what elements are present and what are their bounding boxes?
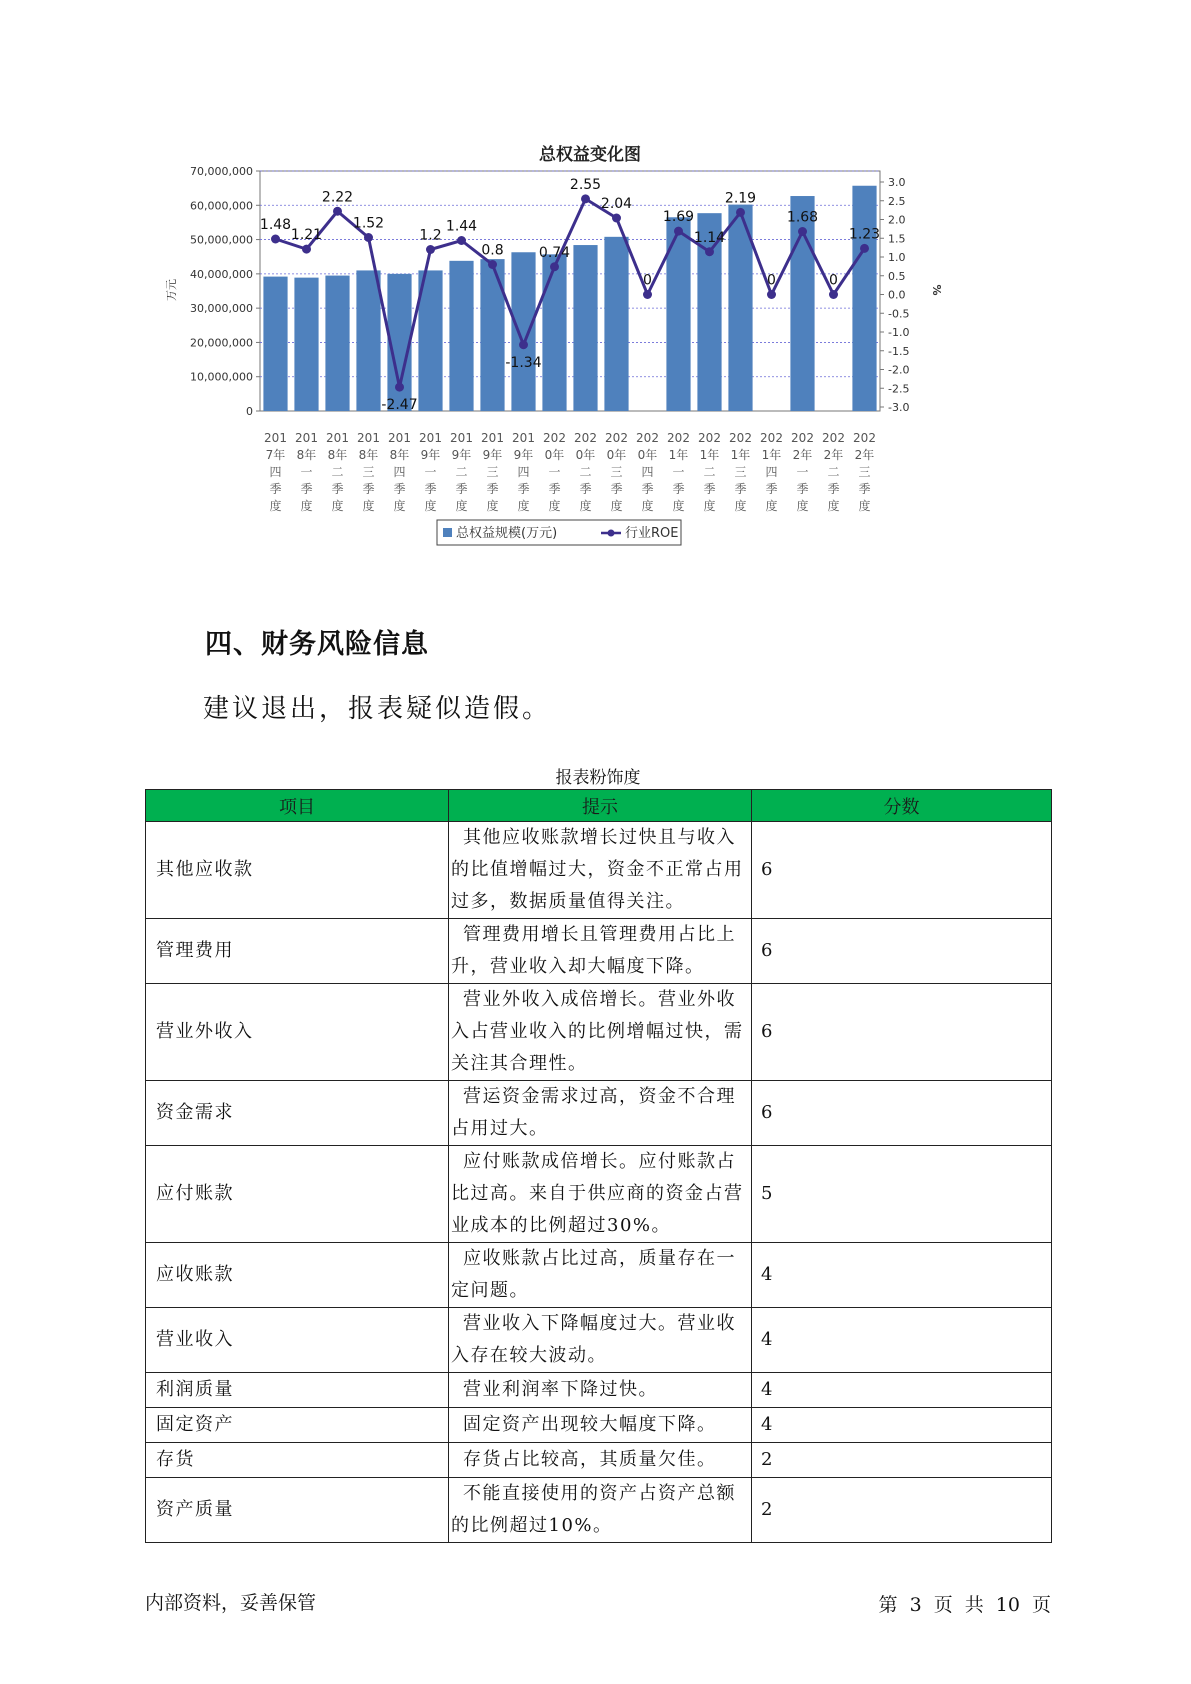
category-label: 202 <box>791 431 814 445</box>
category-label: 201 <box>388 431 411 445</box>
row-item: 营业外收入 <box>146 984 449 1081</box>
row-score: 6 <box>752 919 1052 984</box>
category-label: 一 <box>300 465 313 479</box>
left-tick-label: 50,000,000 <box>190 233 253 247</box>
left-tick-label: 70,000,000 <box>190 165 253 178</box>
table-caption: 报表粉饰度 <box>555 768 641 788</box>
row-score: 4 <box>752 1373 1052 1408</box>
category-label: 二 <box>827 465 840 479</box>
bar <box>325 276 349 411</box>
category-label: 度 <box>765 499 778 513</box>
category-label: 一 <box>796 465 809 479</box>
category-label: 季 <box>579 482 592 496</box>
bar <box>356 270 380 411</box>
category-label: 度 <box>827 499 840 513</box>
category-label: 202 <box>543 431 566 445</box>
category-label: 2年 <box>854 448 875 462</box>
category-label: 1年 <box>699 448 720 462</box>
table-row <box>146 919 1052 984</box>
chart-svg <box>165 138 1000 588</box>
row-hint: 管理费用增长且管理费用占比上升，营业收入却大幅度下降。 <box>449 919 752 984</box>
row-score: 4 <box>752 1243 1052 1308</box>
legend-bar-label: 总权益规模(万元) <box>456 526 558 541</box>
category-label: 8年 <box>358 448 379 462</box>
row-item: 管理费用 <box>146 919 449 984</box>
category-label: 7年 <box>265 448 286 462</box>
roe-point <box>829 290 838 299</box>
category-label: 二 <box>703 465 716 479</box>
section-heading: 四、财务风险信息 <box>205 629 429 660</box>
row-item: 存货 <box>146 1443 449 1478</box>
category-label: 三 <box>610 465 623 479</box>
category-label: 季 <box>734 482 747 496</box>
roe-data-label: 2.04 <box>600 196 633 212</box>
category-label: 202 <box>574 431 597 445</box>
roe-point <box>705 247 714 256</box>
bar <box>542 254 566 411</box>
row-score: 6 <box>752 1081 1052 1146</box>
bar <box>573 245 597 411</box>
roe-data-label: 2.55 <box>569 176 602 193</box>
category-label: 度 <box>579 499 592 513</box>
right-tick-label: -1.5 <box>888 344 910 358</box>
footer-confidential: 内部资料，妥善保管 <box>145 1592 317 1614</box>
row-hint: 不能直接使用的资产占资产总额的比例超过10%。 <box>449 1478 752 1543</box>
category-label: 202 <box>667 431 690 445</box>
table-row <box>146 1373 1052 1408</box>
left-tick-label: 40,000,000 <box>190 267 253 281</box>
category-label: 201 <box>419 431 442 445</box>
row-hint: 营业利润率下降过快。 <box>449 1373 752 1408</box>
category-label: 二 <box>579 465 592 479</box>
category-label: 季 <box>486 482 499 496</box>
roe-data-label: 0.74 <box>538 244 571 261</box>
roe-data-label: 1.44 <box>445 218 478 235</box>
left-tick-label: 20,000,000 <box>190 336 253 350</box>
right-tick-label: 0.0 <box>888 288 906 302</box>
roe-point <box>519 340 528 349</box>
category-label: 四 <box>393 465 406 479</box>
category-label: 201 <box>481 431 504 445</box>
category-label: 三 <box>734 465 747 479</box>
row-score: 4 <box>752 1308 1052 1373</box>
roe-point <box>333 207 342 216</box>
row-score: 2 <box>752 1443 1052 1478</box>
category-label: 2年 <box>792 448 813 462</box>
roe-data-label: 1.68 <box>786 209 819 226</box>
left-tick-label: 30,000,000 <box>190 302 253 316</box>
right-axis-title: % <box>930 284 943 296</box>
category-label: 1年 <box>761 448 782 462</box>
right-tick-label: -1.0 <box>888 326 910 339</box>
category-label: 2年 <box>823 448 844 462</box>
category-label: 9年 <box>451 448 472 462</box>
right-tick-label: 2.0 <box>888 213 906 227</box>
bar <box>511 252 535 411</box>
category-label: 度 <box>672 499 685 513</box>
category-label: 度 <box>641 499 654 513</box>
roe-point <box>271 235 280 244</box>
category-label: 一 <box>672 465 685 479</box>
left-tick-label: 0 <box>246 405 253 418</box>
table-row <box>146 822 1052 919</box>
category-label: 度 <box>734 499 747 513</box>
category-label: 四 <box>641 465 654 479</box>
category-label: 0年 <box>544 448 565 462</box>
row-hint: 其他应收账款增长过快且与收入的比值增幅过大，资金不正常占用过多，数据质量值得关注。 <box>449 822 752 919</box>
left-axis-title: 万元 <box>165 279 178 301</box>
roe-point <box>488 260 497 269</box>
roe-data-label: -1.34 <box>505 354 542 371</box>
category-label: 季 <box>765 482 778 496</box>
category-label: 二 <box>455 465 468 479</box>
roe-data-label: 1.23 <box>848 226 881 243</box>
right-tick-label: 0.5 <box>888 269 906 283</box>
category-label: 度 <box>486 499 499 513</box>
roe-point <box>581 194 590 203</box>
category-label: 度 <box>424 499 437 513</box>
row-item: 其他应收款 <box>146 822 449 919</box>
category-label: 202 <box>853 431 876 445</box>
category-label: 202 <box>605 431 628 445</box>
right-tick-label: 1.0 <box>888 251 906 264</box>
category-label: 0年 <box>575 448 596 462</box>
roe-data-label: 1.69 <box>662 209 695 226</box>
roe-point <box>364 233 373 242</box>
equity-chart <box>165 138 1000 588</box>
category-label: 季 <box>362 482 375 496</box>
row-item: 利润质量 <box>146 1373 449 1408</box>
category-label: 三 <box>362 465 375 479</box>
category-label: 季 <box>703 482 716 496</box>
category-label: 202 <box>636 431 659 445</box>
category-label: 一 <box>548 465 561 479</box>
roe-point <box>612 214 621 223</box>
roe-point <box>860 244 869 253</box>
legend-line-label: 行业ROE <box>625 526 679 541</box>
category-label: 0年 <box>606 448 627 462</box>
category-label: 9年 <box>513 448 534 462</box>
roe-point <box>550 262 559 271</box>
category-label: 四 <box>269 465 282 479</box>
right-tick-label: -0.5 <box>888 307 910 321</box>
chart-title: 总权益变化图 <box>539 145 641 165</box>
category-label: 季 <box>796 482 809 496</box>
roe-data-label: 2.19 <box>724 190 757 207</box>
right-tick-label: -2.0 <box>888 363 910 377</box>
right-tick-label: -3.0 <box>888 401 910 414</box>
roe-data-label: -2.47 <box>381 397 418 414</box>
left-tick-label: 10,000,000 <box>190 370 253 384</box>
category-label: 季 <box>300 482 313 496</box>
category-label: 201 <box>264 431 287 445</box>
table-row <box>146 1146 1052 1243</box>
table-row <box>146 1478 1052 1543</box>
category-label: 8年 <box>327 448 348 462</box>
category-label: 季 <box>610 482 623 496</box>
left-tick-label: 60,000,000 <box>190 199 253 213</box>
row-hint: 营运资金需求过高，资金不合理占用过大。 <box>449 1081 752 1146</box>
category-label: 0年 <box>637 448 658 462</box>
plot-frame <box>260 171 880 414</box>
category-label: 1年 <box>730 448 751 462</box>
category-label: 1年 <box>668 448 689 462</box>
right-tick-label: 3.0 <box>888 176 906 189</box>
category-label: 201 <box>295 431 318 445</box>
category-label: 201 <box>450 431 473 445</box>
category-label: 度 <box>455 499 468 513</box>
roe-point <box>302 245 311 254</box>
category-label: 度 <box>300 499 313 513</box>
right-tick-label: 1.5 <box>888 232 906 246</box>
category-label: 度 <box>610 499 623 513</box>
category-label: 202 <box>760 431 783 445</box>
category-label: 四 <box>765 465 778 479</box>
roe-data-label: 1.52 <box>352 215 385 232</box>
row-score: 2 <box>752 1478 1052 1543</box>
roe-data-label: 0.8 <box>481 242 504 259</box>
row-hint: 营业外收入成倍增长。营业外收入占营业收入的比例增幅过快，需关注其合理性。 <box>449 984 752 1081</box>
category-label: 202 <box>698 431 721 445</box>
roe-data-label: 0 <box>829 272 838 289</box>
roe-point <box>395 383 404 392</box>
category-label: 四 <box>517 465 530 479</box>
category-label: 季 <box>517 482 530 496</box>
bar <box>449 261 473 411</box>
roe-point <box>426 245 435 254</box>
bar <box>604 237 628 411</box>
roe-point <box>767 290 776 299</box>
roe-data-label: 1.48 <box>259 217 292 233</box>
row-hint: 存货占比较高，其质量欠佳。 <box>449 1443 752 1478</box>
table-row <box>146 984 1052 1081</box>
header-score: 分数 <box>752 790 1052 822</box>
roe-data-label: 1.2 <box>419 227 442 244</box>
category-label: 一 <box>424 465 437 479</box>
category-label: 202 <box>729 431 752 445</box>
category-label: 季 <box>827 482 840 496</box>
table-row <box>146 1081 1052 1146</box>
category-label: 202 <box>822 431 845 445</box>
category-label: 201 <box>326 431 349 445</box>
row-item: 固定资产 <box>146 1408 449 1443</box>
roe-data-label: 1.21 <box>290 227 323 244</box>
legend-bar-swatch <box>443 528 452 537</box>
category-label: 季 <box>269 482 282 496</box>
category-label: 度 <box>517 499 530 513</box>
category-label: 季 <box>331 482 344 496</box>
category-label: 季 <box>672 482 685 496</box>
category-label: 度 <box>858 499 871 513</box>
category-label: 二 <box>331 465 344 479</box>
roe-data-label: 0 <box>643 272 652 289</box>
bar <box>852 186 876 411</box>
roe-data-label: 2.22 <box>321 189 354 206</box>
legend-line-marker <box>608 530 615 537</box>
bar <box>480 259 504 411</box>
row-hint: 固定资产出现较大幅度下降。 <box>449 1408 752 1443</box>
table-row <box>146 1443 1052 1478</box>
category-label: 季 <box>548 482 561 496</box>
category-label: 度 <box>269 499 282 513</box>
category-label: 季 <box>858 482 871 496</box>
roe-point <box>798 227 807 236</box>
roe-point <box>674 227 683 236</box>
row-hint: 应付账款成倍增长。应付账款占比过高。来自于供应商的资金占营业成本的比例超过30%。 <box>449 1146 752 1243</box>
roe-point <box>736 208 745 217</box>
table-row <box>146 1308 1052 1373</box>
category-label: 季 <box>641 482 654 496</box>
category-label: 度 <box>331 499 344 513</box>
row-score: 6 <box>752 984 1052 1081</box>
table-row <box>146 1408 1052 1443</box>
category-label: 度 <box>362 499 375 513</box>
category-label: 度 <box>796 499 809 513</box>
row-hint: 应收账款占比过高，质量存在一定问题。 <box>449 1243 752 1308</box>
category-label: 8年 <box>389 448 410 462</box>
category-label: 三 <box>858 465 871 479</box>
bar <box>294 278 318 411</box>
row-item: 应收账款 <box>146 1243 449 1308</box>
bar <box>263 277 287 411</box>
category-label: 度 <box>393 499 406 513</box>
footer-page-number: 第 3 页 共 10 页 <box>878 1594 1051 1616</box>
right-tick-label: 2.5 <box>888 194 906 208</box>
row-score: 5 <box>752 1146 1052 1243</box>
risk-table <box>145 789 1052 1543</box>
header-hint: 提示 <box>449 790 752 822</box>
row-item: 营业收入 <box>146 1308 449 1373</box>
category-label: 9年 <box>482 448 503 462</box>
row-item: 应付账款 <box>146 1146 449 1243</box>
category-label: 度 <box>548 499 561 513</box>
roe-point <box>643 290 652 299</box>
category-label: 三 <box>486 465 499 479</box>
right-tick-label: -2.5 <box>888 382 910 396</box>
category-label: 9年 <box>420 448 441 462</box>
roe-point <box>457 236 466 245</box>
roe-data-label: 1.14 <box>693 229 726 246</box>
advice-text: 建议退出，报表疑似造假。 <box>203 694 552 724</box>
header-item: 项目 <box>146 790 449 822</box>
category-label: 季 <box>424 482 437 496</box>
table-header-row <box>146 790 1052 822</box>
category-label: 8年 <box>296 448 317 462</box>
table-row <box>146 1243 1052 1308</box>
row-hint: 营业收入下降幅度过大。营业收入存在较大波动。 <box>449 1308 752 1373</box>
category-label: 度 <box>703 499 716 513</box>
row-score: 6 <box>752 822 1052 919</box>
row-item: 资金需求 <box>146 1081 449 1146</box>
roe-data-label: 0 <box>767 272 776 289</box>
category-label: 季 <box>455 482 468 496</box>
category-label: 201 <box>512 431 535 445</box>
row-item: 资产质量 <box>146 1478 449 1543</box>
row-score: 4 <box>752 1408 1052 1443</box>
category-label: 季 <box>393 482 406 496</box>
category-label: 201 <box>357 431 380 445</box>
